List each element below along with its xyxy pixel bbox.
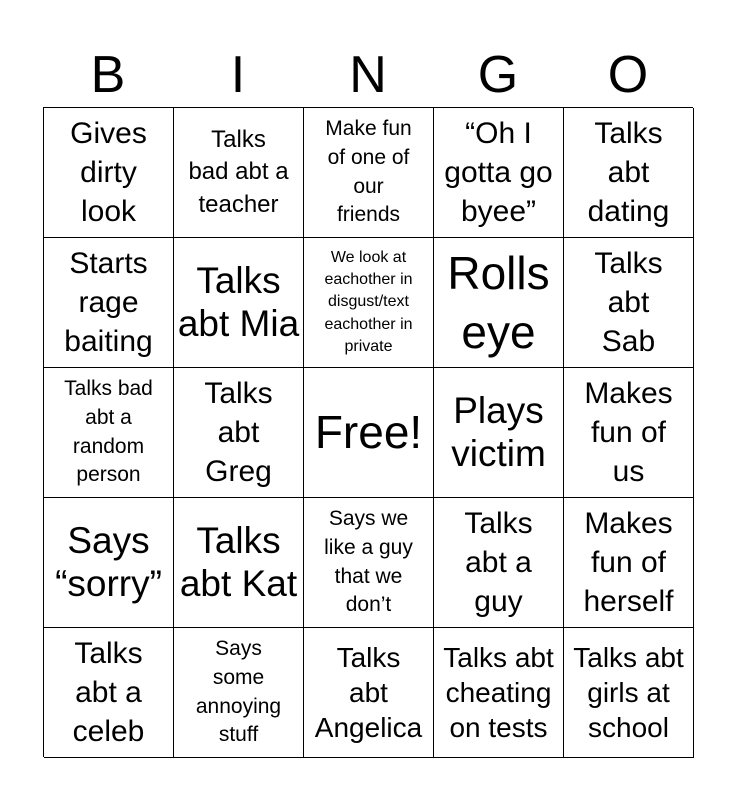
header-letter-n: N (349, 46, 387, 104)
bingo-cell[interactable] (304, 108, 434, 238)
cell-text: Talks abt a celeb (72, 637, 145, 748)
cell-text: Rolls eye (447, 246, 550, 358)
cell-text: We look at eachother in disgust/text eachother in private (324, 248, 413, 356)
cell-text: “Oh I gotta go byee” (444, 117, 553, 228)
bingo-cell[interactable] (564, 238, 694, 368)
free-space-cell[interactable] (304, 368, 434, 498)
bingo-cell[interactable] (44, 108, 174, 238)
bingo-cell[interactable] (44, 238, 174, 368)
header-letter-b: B (90, 46, 126, 104)
bingo-cell[interactable] (304, 498, 434, 628)
cell-text: Says “sorry” (55, 519, 162, 604)
bingo-cell[interactable] (44, 368, 174, 498)
bingo-cell[interactable] (564, 628, 694, 758)
free-space-text: Free! (314, 406, 423, 459)
cell-text: Makes fun of us (584, 377, 673, 488)
bingo-cell[interactable] (434, 108, 564, 238)
cell-text: Talks bad abt a random person (64, 377, 153, 487)
header-letter-o: O (607, 46, 649, 104)
cell-text: Talks abt Greg (204, 377, 273, 488)
cell-text: Talks abt Sab (594, 247, 663, 358)
cell-text: Talks bad abt a teacher (188, 125, 289, 218)
cell-text: Starts rage baiting (64, 247, 153, 358)
bingo-cell[interactable] (434, 498, 564, 628)
cell-text: Talks abt Kat (179, 519, 298, 604)
bingo-cell[interactable] (44, 628, 174, 758)
bingo-header (43, 42, 693, 108)
bingo-cell[interactable] (304, 628, 434, 758)
cell-text: Make fun of one of our friends (325, 117, 412, 227)
cell-text: Talks abt Mia (177, 259, 300, 344)
cell-text: Says some annoying stuff (195, 637, 282, 747)
bingo-cell[interactable] (434, 368, 564, 498)
bingo-cell[interactable] (564, 368, 694, 498)
bingo-cell[interactable] (434, 628, 564, 758)
bingo-board (43, 107, 693, 757)
bingo-cell[interactable] (174, 628, 304, 758)
bingo-cell[interactable] (174, 498, 304, 628)
cell-text: Gives dirty look (70, 117, 147, 228)
bingo-cell[interactable] (174, 238, 304, 368)
cell-text: Talks abt cheating on tests (443, 642, 554, 743)
header-letter-g: G (477, 46, 519, 104)
bingo-cell[interactable] (564, 498, 694, 628)
bingo-cell[interactable] (44, 498, 174, 628)
bingo-cell[interactable] (434, 238, 564, 368)
header-letter-i: I (230, 46, 246, 104)
cell-text: Plays victim (451, 389, 546, 474)
cell-text: Makes fun of herself (583, 507, 674, 618)
bingo-cell[interactable] (564, 108, 694, 238)
bingo-cell[interactable] (174, 368, 304, 498)
bingo-cell[interactable] (174, 108, 304, 238)
cell-text: Talks abt a guy (464, 507, 533, 618)
cell-text: Talks abt Angelica (314, 642, 423, 743)
cell-text: Talks abt girls at school (573, 642, 684, 743)
bingo-cell[interactable] (304, 238, 434, 368)
cell-text: Says we like a guy that we don’t (324, 507, 413, 617)
cell-text: Talks abt dating (587, 117, 670, 228)
